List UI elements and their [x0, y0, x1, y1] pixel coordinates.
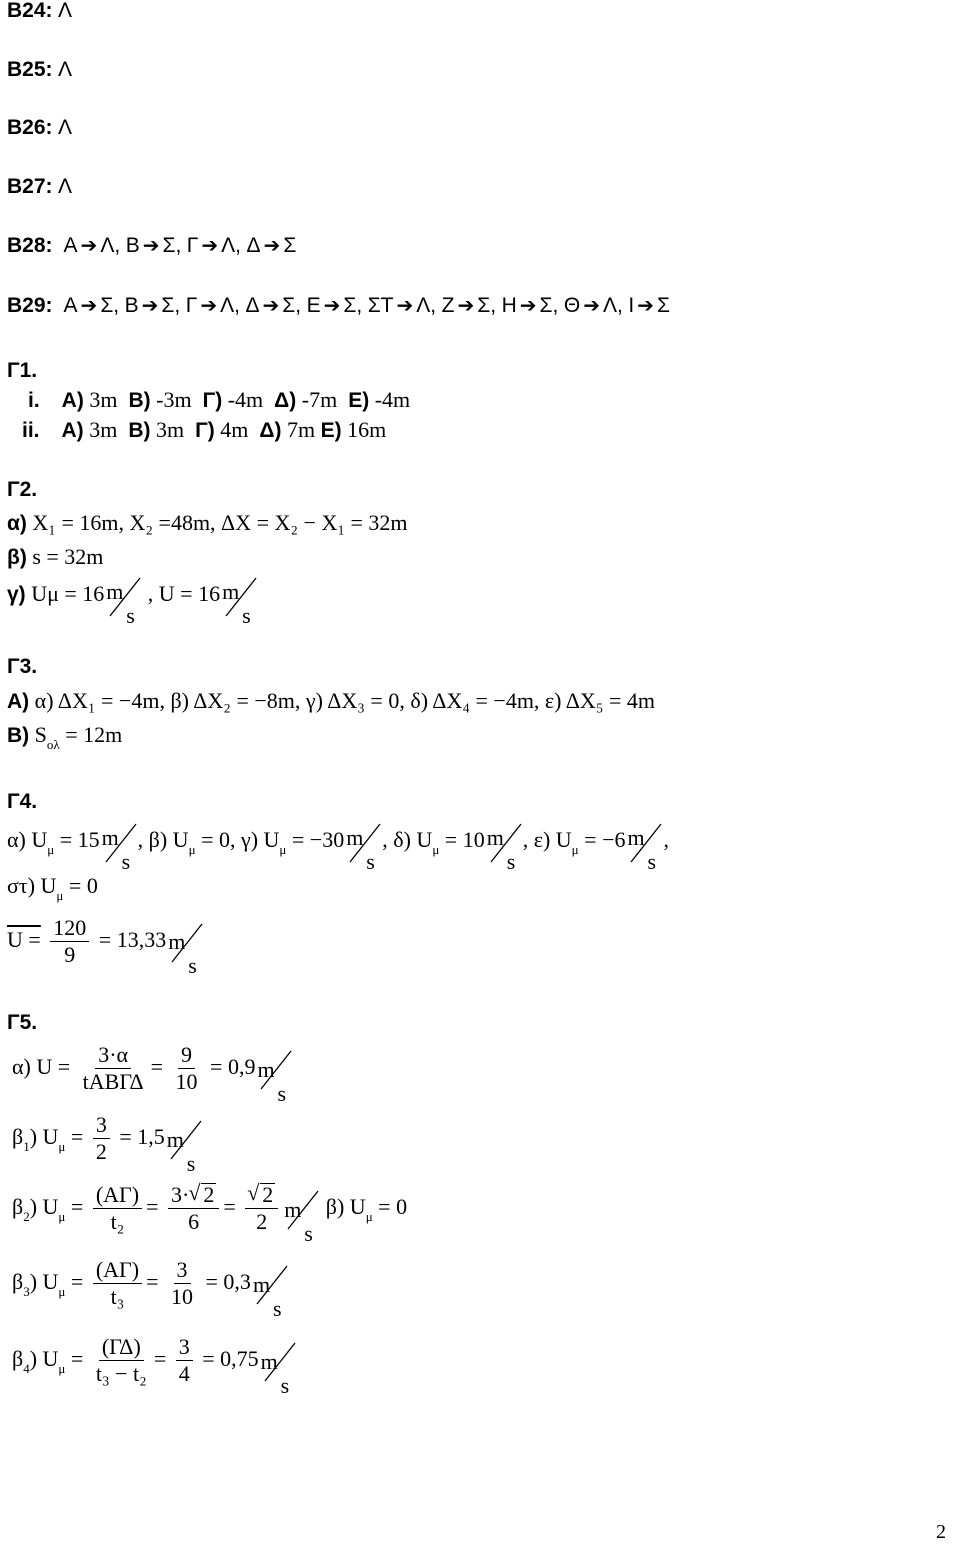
- fraction: [245, 1182, 278, 1235]
- g1-i-line: [28, 386, 410, 415]
- g4-average: [7, 914, 204, 978]
- g5-b-mid: ) U: [29, 1124, 59, 1149]
- g1-i-value: -4m: [227, 387, 264, 412]
- g5-b-sub: 3: [23, 1284, 30, 1299]
- unit-m-per-s: [346, 820, 382, 874]
- slash-icon: [106, 574, 142, 618]
- b26-label: B26:: [7, 116, 53, 139]
- g5-a-val: = 0,9: [210, 1054, 256, 1079]
- g5-b4-line: $\beta_4$) $U_\mu$ = $\frac{(\Gamma\Delta)}{\text{t₃ − t₂}}$ = $\frac{3}{4}$ = 0,75 m s: [12, 1332, 297, 1389]
- denominator: t₃: [110, 1284, 125, 1310]
- unit-m-per-s: [627, 820, 663, 874]
- b29-item: Γ: [185, 294, 198, 317]
- g4-sub: μ: [188, 842, 196, 857]
- unit-m: m: [106, 578, 124, 604]
- b29-item: B: [124, 294, 139, 317]
- page-number: 2: [936, 1521, 946, 1543]
- g4-line2: [7, 872, 98, 903]
- b29-item: I: [628, 294, 635, 317]
- g4-sub: μ: [279, 842, 287, 857]
- b29-value: Λ,: [602, 294, 623, 317]
- denominator: 4: [178, 1361, 190, 1387]
- g5-b-mid: ) U: [29, 1269, 59, 1294]
- g4-val: = −30: [286, 827, 345, 852]
- unit-s: s: [366, 848, 375, 874]
- g5-b2-tail-val: = 0: [372, 1194, 408, 1219]
- b28-label: B28:: [7, 234, 53, 257]
- fraction: [93, 1182, 142, 1235]
- g5-b-sub: 4: [23, 1361, 30, 1376]
- g1-i-key: A): [61, 389, 84, 412]
- unit-m-per-s: [166, 1117, 203, 1176]
- b27-label: B27:: [7, 175, 53, 198]
- g5-mu: μ: [58, 1209, 66, 1224]
- g4-sub: μ: [432, 842, 440, 857]
- b28-value: Λ,: [221, 234, 242, 257]
- arrow-right-icon: ➔: [80, 295, 98, 317]
- g5-title: Γ5.: [7, 1011, 38, 1034]
- g2-a-text: X₁ = 16m, X₂ =48m, ΔX = X₂ − X₁ = 32m: [32, 510, 408, 535]
- numerator: 3·α: [95, 1042, 131, 1069]
- slash-icon: [253, 1262, 289, 1306]
- b29-label: B29:: [7, 294, 53, 317]
- sqrt-value: √ 2: [260, 1183, 275, 1206]
- g5-b2-tail: β) U: [325, 1194, 366, 1219]
- denominator: 2: [256, 1209, 268, 1235]
- g3-b-line: [7, 721, 122, 752]
- denominator: 9: [64, 942, 76, 968]
- g4-text: , ε) U: [522, 827, 572, 852]
- numerator: 3: [176, 1334, 193, 1361]
- b29-value: Σ,: [100, 294, 120, 317]
- unit-m: m: [284, 1196, 302, 1222]
- g4-sub: μ: [571, 842, 579, 857]
- slash-icon: [261, 1339, 297, 1383]
- b26-line: [7, 113, 72, 142]
- b28-item: Δ: [246, 234, 261, 257]
- sqrt-value: √ 2: [201, 1183, 216, 1206]
- numerator: 3: [93, 1112, 110, 1139]
- b29-value: Σ,: [343, 294, 363, 317]
- g5-b-mid: ) U: [29, 1346, 59, 1371]
- denominator: 10: [175, 1069, 198, 1095]
- b26-answer: Λ: [58, 116, 73, 139]
- fraction: [93, 1334, 150, 1387]
- unit-m: m: [166, 1126, 184, 1152]
- slash-icon: [627, 820, 663, 864]
- g5-mu: μ: [58, 1139, 66, 1154]
- g1-ii-key: A): [61, 419, 84, 442]
- numerator: (ΑΓ): [93, 1182, 142, 1209]
- arrow-right-icon: ➔: [142, 235, 160, 257]
- unit-m: m: [260, 1348, 278, 1374]
- fraction: [50, 915, 89, 968]
- g5-b-label: β: [12, 1269, 24, 1294]
- g1-i-label: i.: [28, 389, 40, 412]
- unit-s: s: [647, 848, 657, 874]
- g3-a-label: A): [7, 690, 30, 713]
- slash-icon: [346, 820, 382, 864]
- g1-i-value: -7m: [301, 387, 338, 412]
- b29-item: A: [63, 294, 78, 317]
- numerator: 120: [50, 915, 89, 942]
- g4-text: , δ) U: [382, 827, 433, 852]
- unit-m-per-s: [257, 1047, 293, 1106]
- unit-m: m: [346, 824, 364, 850]
- slash-icon: [222, 574, 258, 618]
- b25-line: [7, 55, 72, 84]
- g4-sub: μ: [56, 888, 64, 903]
- numerator: [168, 1182, 219, 1209]
- b25-answer: Λ: [58, 58, 73, 81]
- g1-ii-key: Γ): [195, 419, 215, 442]
- unit-s: s: [506, 848, 516, 874]
- g4-text: α) U: [7, 827, 48, 852]
- g5-b1-line: $\beta_1$) $U_\mu$ = $\frac{3}{2}$ = 1,5 m s: [12, 1110, 203, 1167]
- arrow-right-icon: ➔: [396, 295, 414, 317]
- g1-i-key: Δ): [274, 389, 297, 412]
- g5-a-line: α) U = $\frac{3\cdot\alpha}{\text{tΑΒΓΔ}}$ = $\frac{9}{10}$ = 0,9 m s: [12, 1040, 293, 1095]
- g5-b4-val: = 0,75: [202, 1346, 259, 1371]
- g2-c-line: [7, 572, 258, 628]
- g1-i-value: 3m: [89, 387, 118, 412]
- unit-m-per-s: [260, 1339, 297, 1398]
- g2-c-text: , U = 16: [147, 581, 221, 606]
- numerator: (ΓΔ): [99, 1334, 144, 1361]
- b29-value: Σ: [656, 294, 670, 317]
- g1-ii-line: [22, 416, 386, 445]
- g3-b-label: B): [7, 724, 30, 747]
- fraction: [93, 1112, 110, 1165]
- g4-val: = 0: [63, 873, 98, 898]
- b29-item: H: [501, 294, 517, 317]
- fraction: [168, 1182, 219, 1235]
- unit-s: s: [304, 1220, 313, 1246]
- unit-m-per-s: [486, 820, 523, 874]
- b29-item: E: [306, 294, 321, 317]
- b29-line: [7, 291, 670, 320]
- g2-title: Γ2.: [7, 478, 38, 501]
- arrow-right-icon: ➔: [201, 235, 219, 257]
- g5-b1-val: = 1,5: [119, 1124, 165, 1149]
- b28-value: Λ,: [100, 234, 121, 257]
- b28-value: Σ,: [162, 234, 182, 257]
- b28-value: Σ: [283, 234, 297, 257]
- b27-line: [7, 172, 72, 201]
- unit-m-per-s: [252, 1262, 289, 1321]
- arrow-right-icon: ➔: [637, 295, 654, 317]
- g1-i-value: -3m: [156, 387, 192, 412]
- g1-ii-value: 3m: [89, 417, 118, 442]
- b24-line: [7, 0, 72, 25]
- g4-sub: μ: [47, 842, 55, 857]
- arrow-right-icon: ➔: [323, 295, 341, 317]
- g4-val: = 15: [54, 827, 100, 852]
- g2-a-label: α): [7, 512, 27, 535]
- g4-avg-val: = 13,33: [98, 927, 167, 952]
- g5-b3-val: = 0,3: [205, 1269, 251, 1294]
- unit-m: m: [101, 824, 119, 850]
- fraction: [168, 1257, 196, 1310]
- unit-m-per-s: [284, 1187, 320, 1246]
- arrow-right-icon: ➔: [141, 295, 159, 317]
- g4-line1: α) $U_\mu = 15$ m s , β) $U_\mu = 0$, γ) $U_\mu = -30$ m s , δ) $U_\mu = 10$ m s , ε) $U_\mu = -6$ m s ,: [7, 818, 669, 865]
- g2-b-label: β): [7, 546, 27, 569]
- g4-text: στ) U: [7, 873, 57, 898]
- unit-m: m: [486, 824, 504, 850]
- g5-b2-line: $\beta_2$) $U_\mu$ = $\frac{(A\Gamma)}{\text{t₂}}$ = $\frac{3\cdot√ 2}{6}$ = √ $\frac{2}{2}$ m s β) $U_\mu = 0$: [12, 1180, 407, 1237]
- g5-mu: μ: [58, 1361, 66, 1376]
- b24-label: B24:: [7, 0, 53, 22]
- b29-value: Σ,: [539, 294, 559, 317]
- g1-ii-key: B): [128, 419, 151, 442]
- slash-icon: [487, 820, 523, 864]
- b29-value: Σ,: [282, 294, 302, 317]
- g5-mu: μ: [365, 1209, 373, 1224]
- g5-b-label: β: [12, 1346, 24, 1371]
- g1-i-value: -4m: [374, 387, 411, 412]
- g2-c-text: Uμ = 16: [31, 581, 105, 606]
- b28-item: Γ: [186, 234, 199, 257]
- denominator: t₃ − t₂: [95, 1361, 147, 1387]
- g3-b-sub: ολ: [46, 737, 60, 752]
- fraction: [80, 1042, 147, 1095]
- g1-ii-value: 7m: [286, 417, 316, 442]
- g1-ii-key: Δ): [259, 419, 282, 442]
- g1-ii-key: E): [320, 419, 342, 442]
- numerator: [245, 1182, 278, 1209]
- slash-icon: [168, 920, 204, 964]
- numerator: (ΑΓ): [93, 1257, 142, 1284]
- g4-val: = 10: [439, 827, 485, 852]
- g3-a-line: [7, 687, 655, 716]
- unit-m: m: [252, 1271, 271, 1297]
- g5-b-label: β: [12, 1124, 24, 1149]
- unit-s: s: [272, 1295, 282, 1321]
- g1-i-key: Γ): [202, 389, 223, 412]
- b29-item: Z: [441, 294, 455, 317]
- b28-item: B: [125, 234, 140, 257]
- denominator: 2: [95, 1139, 107, 1165]
- b28-line: [7, 231, 296, 260]
- g2-a-line: [7, 509, 408, 538]
- denominator: t₂: [110, 1209, 125, 1235]
- unit-m: m: [627, 824, 645, 850]
- unit-m: m: [257, 1056, 275, 1082]
- slash-icon: [167, 1117, 203, 1161]
- b29-item: ΣΤ: [367, 294, 394, 317]
- g1-i-key: B): [128, 389, 151, 412]
- arrow-right-icon: ➔: [200, 295, 218, 317]
- unit-s: s: [126, 602, 135, 628]
- fraction: [173, 1042, 201, 1095]
- b29-item: Θ: [563, 294, 581, 317]
- g4-val: = −6: [578, 827, 626, 852]
- g3-b-text: S: [34, 722, 47, 747]
- arrow-right-icon: ➔: [457, 295, 475, 317]
- arrow-right-icon: ➔: [262, 295, 280, 317]
- unit-m: m: [222, 578, 240, 604]
- g4-text: , β) U: [137, 827, 189, 852]
- g1-title: Γ1.: [7, 359, 38, 382]
- arrow-right-icon: ➔: [263, 235, 281, 257]
- g3-b-val: = 12m: [59, 722, 123, 747]
- g5-a-label: α) U =: [12, 1054, 71, 1079]
- denominator: tΑΒΓΔ: [82, 1069, 144, 1095]
- numerator: 9: [178, 1042, 195, 1069]
- unit-s: s: [277, 1080, 287, 1106]
- g1-ii-value: 4m: [220, 417, 249, 442]
- b29-value: Λ,: [220, 294, 240, 317]
- unit-m-per-s: [101, 820, 138, 874]
- denominator: 6: [188, 1209, 200, 1235]
- g2-c-label: γ): [7, 583, 26, 606]
- b29-value: Σ,: [161, 294, 181, 317]
- g1-ii-value: 16m: [347, 417, 387, 442]
- b29-value: Λ,: [416, 294, 437, 317]
- g2-b-text: s = 32m: [32, 544, 104, 569]
- arrow-right-icon: ➔: [583, 295, 600, 317]
- unit-m-per-s: [168, 920, 204, 978]
- unit-m: m: [168, 928, 186, 954]
- numerator-part: 3·: [171, 1182, 190, 1208]
- g1-ii-value: 3m: [155, 417, 185, 442]
- slash-icon: [257, 1047, 293, 1091]
- g5-b-sub: 1: [23, 1139, 30, 1154]
- slash-icon: [102, 820, 138, 864]
- arrow-right-icon: ➔: [80, 235, 98, 257]
- g3-a-text: α) ΔX₁ = −4m, β) ΔX₂ = −8m, γ) ΔX₃ = 0, δ) ΔX₄ = −4m, ε) ΔX₅ = 4m: [34, 688, 656, 713]
- unit-s: s: [121, 848, 131, 874]
- g5-b-label: β: [12, 1194, 24, 1219]
- unit-s: s: [188, 952, 197, 978]
- g5-b3-line: $\beta_3$) $U_\mu$ = $\frac{(A\Gamma)}{\text{t₃}}$ = $\frac{3}{10}$ = 0,3 m s: [12, 1255, 289, 1312]
- unit-m-per-s: [106, 574, 142, 628]
- b29-item: Δ: [245, 294, 260, 317]
- unit-m-per-s: [222, 574, 258, 628]
- b28-item: A: [63, 234, 78, 257]
- b29-value: Σ,: [477, 294, 497, 317]
- unit-s: s: [186, 1150, 196, 1176]
- arrow-right-icon: ➔: [519, 295, 537, 317]
- g4-avg-lhs: U =: [7, 927, 41, 952]
- g3-title: Γ3.: [7, 655, 38, 678]
- numerator: 3: [174, 1257, 191, 1284]
- g5-b-mid: ) U: [29, 1194, 59, 1219]
- g5-b-sub: 2: [23, 1209, 30, 1224]
- g1-i-key: E): [348, 389, 370, 412]
- slash-icon: [284, 1187, 320, 1231]
- g4-title: Γ4.: [7, 790, 38, 813]
- g2-b-line: [7, 543, 103, 572]
- g1-ii-label: ii.: [22, 419, 40, 442]
- unit-s: s: [242, 602, 251, 628]
- g4-val: = 0, γ) U: [195, 827, 280, 852]
- unit-s: s: [280, 1372, 290, 1398]
- b25-label: B25:: [7, 58, 53, 81]
- denominator: 10: [171, 1284, 194, 1310]
- g5-mu: μ: [58, 1284, 66, 1299]
- b24-answer: Λ: [58, 0, 73, 22]
- fraction: [176, 1334, 193, 1387]
- b27-answer: Λ: [58, 175, 73, 198]
- fraction: [93, 1257, 142, 1310]
